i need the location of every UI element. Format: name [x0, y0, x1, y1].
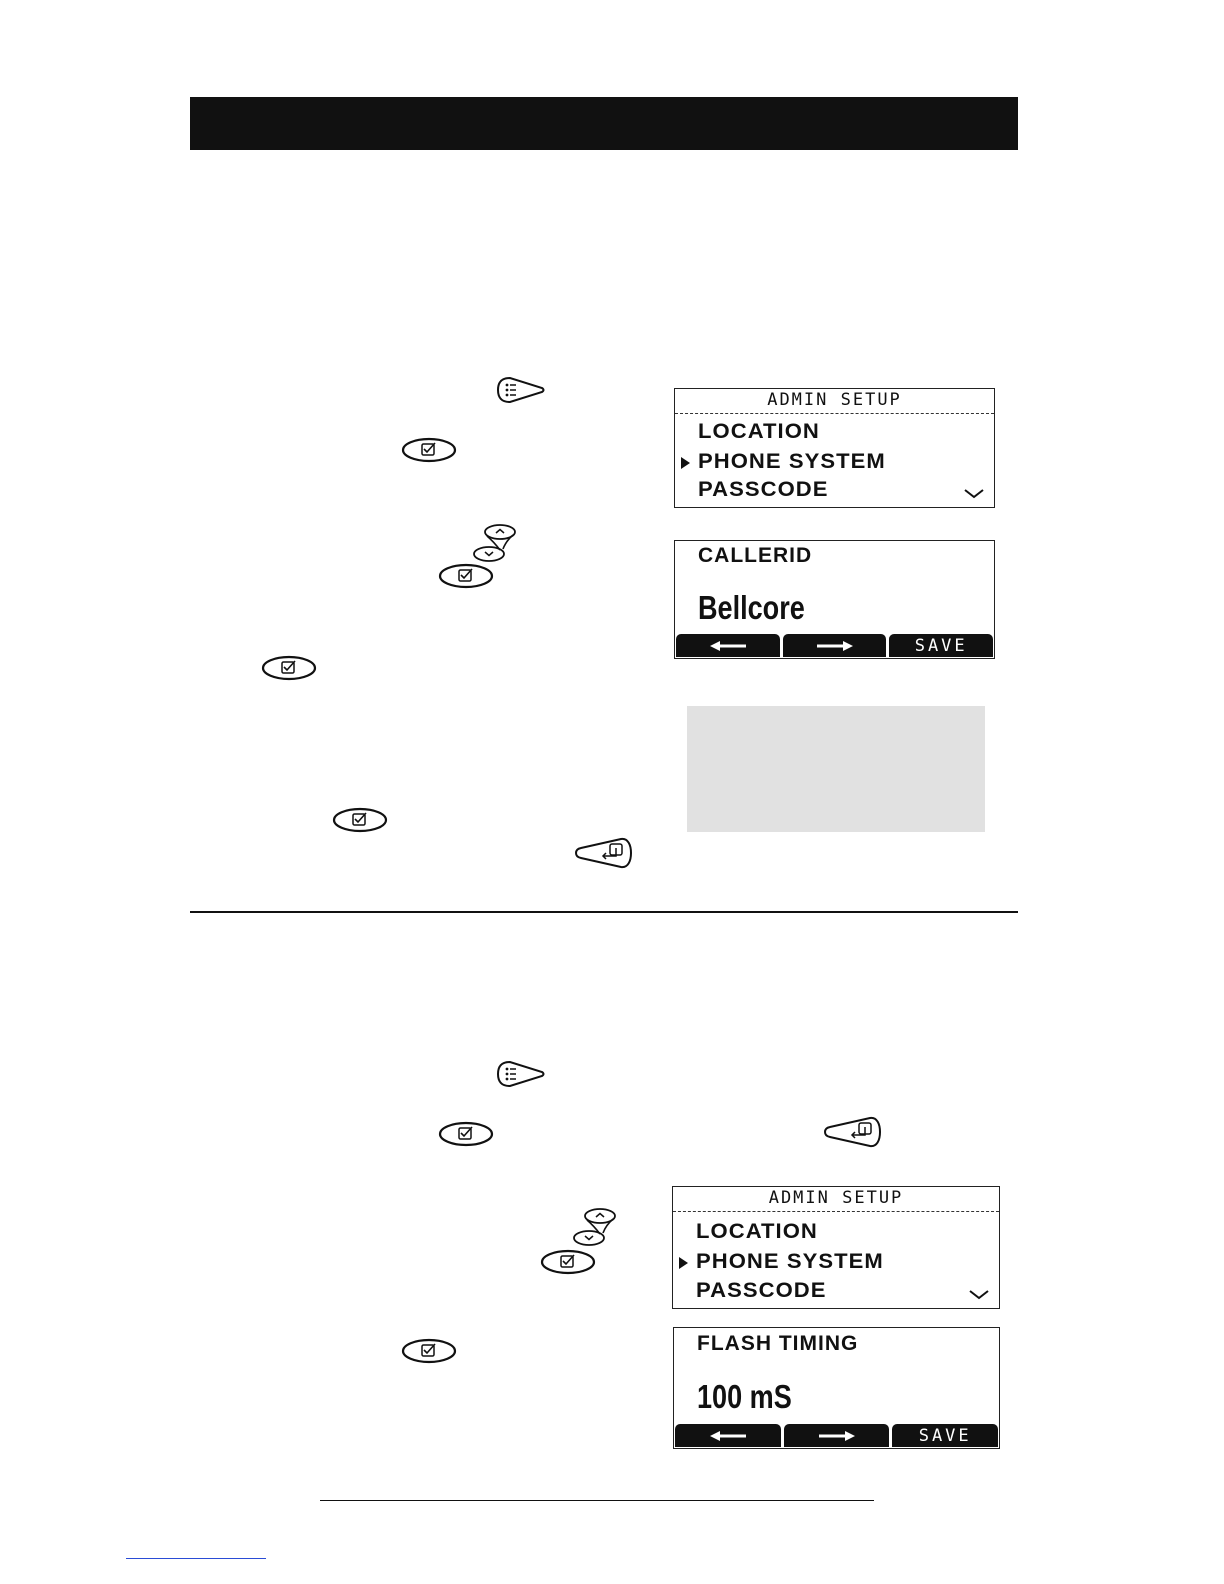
- lcd-admin-setup-screen: [672, 1186, 1000, 1309]
- exit-back-key-icon: [822, 1115, 882, 1149]
- lcd-divider: [673, 1211, 999, 1212]
- link-underline[interactable]: [126, 1558, 266, 1559]
- softkey-save[interactable]: SAVE: [889, 634, 993, 657]
- lcd-heading: CALLERID: [698, 544, 813, 567]
- left-arrow-icon: [708, 1430, 748, 1442]
- select-check-key-icon: [400, 1337, 458, 1365]
- select-check-key-icon: [437, 1120, 495, 1148]
- left-arrow-icon: [708, 640, 748, 652]
- right-arrow-icon: [815, 640, 855, 652]
- lcd-divider: [675, 413, 994, 414]
- menu-key-icon: [496, 376, 546, 404]
- footer-divider: [320, 1500, 874, 1501]
- select-check-key-icon: [437, 562, 495, 590]
- softkey-left[interactable]: [675, 1424, 781, 1447]
- lcd-value: Bellcore: [698, 589, 805, 626]
- softkey-left[interactable]: [676, 634, 780, 657]
- up-down-navigation-key-icon: [470, 522, 518, 564]
- selection-pointer-icon: [681, 457, 690, 469]
- softkey-save[interactable]: SAVE: [892, 1424, 998, 1447]
- lcd-menu-item: LOCATION: [696, 1220, 818, 1243]
- note-box: [687, 706, 985, 832]
- select-check-key-icon: [331, 806, 389, 834]
- select-check-key-icon: [400, 436, 458, 464]
- softkey-row: [676, 634, 993, 657]
- exit-back-key-icon: [573, 836, 633, 870]
- menu-key-icon: [496, 1060, 546, 1088]
- lcd-callerid-screen: [674, 540, 995, 659]
- select-check-key-icon: [539, 1248, 597, 1276]
- lcd-admin-setup-screen: [674, 388, 995, 508]
- right-arrow-icon: [817, 1430, 857, 1442]
- softkey-right[interactable]: [784, 1424, 890, 1447]
- lcd-menu-item: PASSCODE: [698, 478, 829, 501]
- lcd-heading: FLASH TIMING: [697, 1332, 859, 1355]
- softkey-row: [675, 1424, 998, 1447]
- chevron-down-icon: [964, 489, 984, 499]
- section-divider: [190, 911, 1018, 913]
- lcd-flash-timing-screen: [673, 1327, 1000, 1449]
- lcd-menu-item: PASSCODE: [696, 1279, 827, 1302]
- section-header-bar: [190, 97, 1018, 150]
- lcd-title: ADMIN SETUP: [767, 390, 902, 410]
- softkey-right[interactable]: [783, 634, 887, 657]
- selection-pointer-icon: [679, 1257, 688, 1269]
- lcd-menu-item-selected: PHONE SYSTEM: [696, 1250, 884, 1273]
- lcd-value: 100 mS: [697, 1378, 792, 1415]
- select-check-key-icon: [260, 654, 318, 682]
- lcd-menu-item-selected: PHONE SYSTEM: [698, 450, 886, 473]
- chevron-down-icon: [969, 1290, 989, 1300]
- up-down-navigation-key-icon: [570, 1206, 618, 1248]
- lcd-menu-item: LOCATION: [698, 420, 820, 443]
- lcd-title: ADMIN SETUP: [768, 1188, 904, 1208]
